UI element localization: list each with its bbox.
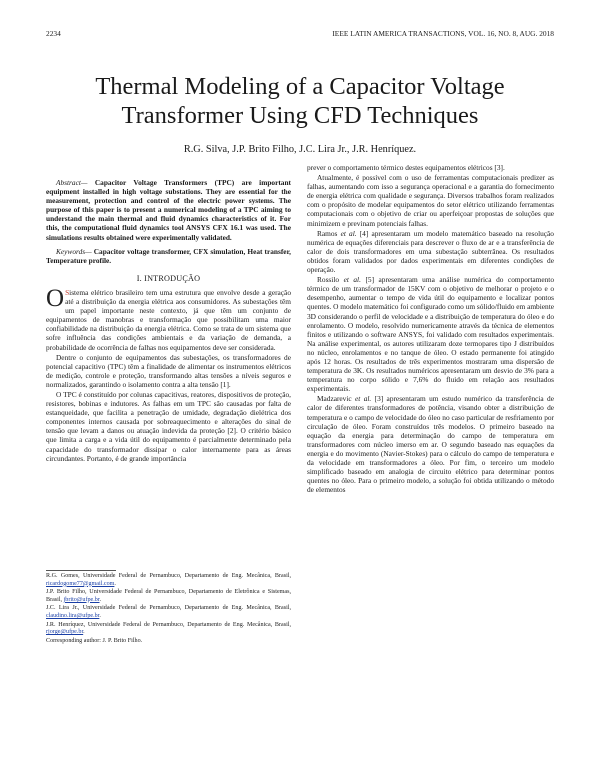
footnote-corresponding-author: Corresponding author: J. P. Brito Filho. xyxy=(46,637,143,644)
journal-name: IEEE LATIN AMERICA TRANSACTIONS, VOL. 16, NO. 8, AUG. 2018 xyxy=(332,29,554,38)
intro-paragraph-1-text: istema elétrico brasileiro tem uma estrutura que envolve desde a geração até a distribuição da energia elétrica aos consumidores. As subestações têm um papel importante neste contexto, já que têm um conjunto de equipamentos de manobras e transformação que possibilitam uma maior confiabilidade na distribuição da energia elétrica. Como se trata de um sistema que sofre influência das condições ambientais e da variação de demanda, a probabilidade de ocorrência de falhas nos equipamentos deve ser considerada. xyxy=(46,287,291,352)
paper-title xyxy=(46,72,554,130)
footnote-author-4: J.R. Henríquez, Universidade Federal de Pernambuco, Departamento de Eng. Mecânica, Brasil, rjorge@ufpe.br. xyxy=(46,621,291,636)
footnote-author-2: J.P. Brito Filho, Universidade Federal de Pernambuco, Departamento de Eletrônica e Sistemas, Brasil, jbrito@ufpe.br. xyxy=(46,589,291,603)
keywords-label: Keywords— xyxy=(56,246,92,256)
page-number: 2234 xyxy=(46,29,61,38)
abstract-label: Abstract— xyxy=(56,178,88,187)
drop-cap: O xyxy=(46,284,65,312)
footnote-email-link[interactable]: rjorge@ufpe.br xyxy=(46,629,84,636)
footnote-email-link[interactable]: jbrito@ufpe.br xyxy=(63,596,100,603)
footnote-text: J.P. Brito Filho, Universidade Federal de Pernambuco, Departamento de Eletrônica e Sistemas, Brasil, xyxy=(46,589,291,603)
et-al: et al. xyxy=(340,228,357,238)
left-column xyxy=(46,178,291,464)
drop-cap-continuation: S xyxy=(65,287,70,297)
et-al: et al. xyxy=(355,394,372,404)
authors: R.G. Silva, J.P. Brito Filho, J.C. Lira Jr., J.R. Henríquez. xyxy=(183,144,417,155)
running-header xyxy=(46,29,554,39)
footnote-author-1: R.G. Gomes, Universidade Federal de Pernambuco, Departamento de Eng. Mecânica, Brasil, ricardogome77@gmail.com. xyxy=(46,573,291,587)
title-line-2: Transformer Using CFD Techniques xyxy=(121,102,479,129)
abstract-text: Capacitor Voltage Transformers (TPC) are important equipment installed in high voltage substations. They are essential for the measurement, protection and control of the electric power systems. The purpose of this paper is to present a numerical modeling of a TPC aiming to understand the main thermal and fluid dynamics characteristics of it. For this, the computational fluid dynamics tool ANSYS CFX 16.1 was used. The simulations results obtained were experimentally validated. xyxy=(46,178,291,242)
footnote-email-link[interactable]: claudino.lira@ufpe.br xyxy=(46,612,100,619)
body-paragraph-madzarevic xyxy=(307,394,554,494)
paragraph-text: [4] apresentaram um modelo matemático baseado na resolução numérica de equações diferenciais para descrever o fluxo de ar e a transferência de calor de dois transformadores em uma subestação subterrânea. Os resultados obtidos foram validados por dados experimentais em diferentes condições de operação. xyxy=(307,228,554,275)
title-line-1: Thermal Modeling of a Capacitor Voltage xyxy=(95,73,505,100)
footnote-rule xyxy=(46,570,116,571)
keywords-text: Capacitor voltage transformer, CFX simulation, Heat transfer, Temperature profile. xyxy=(46,246,291,265)
section-heading-introduction: I. INTRODUÇÃO xyxy=(136,273,201,283)
paragraph-text: [3] apresentaram um estudo numérico da transferência de calor de diferentes transformadores de potência, visando obter a distribuição de temperatura e o campo de velocidade do óleo no caso particular de resfriamento por circulação de óleo. Foram construídos três modelos. O primeiro baseado na equação da energia para determinação do campo de temperatura em transformadores com núcleo imerso em ar. O segundo baseado nas equações da energia e do movimento (Navier-Stokes) para o cálculo do campo de temperatura e da velocidade em transformadores a óleo. Por fim, o terceiro um modelo simplificado baseado em analogia de circuito elétrico para determinar pontos quentes no óleo. Para o primeiro modelo, a solução foi obtida utilizando o método de elementos xyxy=(307,394,554,495)
et-al: et al. xyxy=(343,275,361,285)
footnote-author-3: J.C. Lira Jr., Universidade Federal de Pernambuco, Departamento de Eng. Mecânica, Brasil, claudino.lira@ufpe.br. xyxy=(46,605,291,619)
intro-paragraph-2: Dentre o conjunto de equipamentos das subestações, os transformadores de potencial capacitivo (TPC) têm a finalidade de alimentar os instrumentos elétricos de medição, controle e proteção, transformando altas tensões a níveis seguros e normalizados, garantindo o isolamento contra a alta tensão [1]. xyxy=(46,352,291,389)
body-paragraph-continued: prever o comportamento térmico destes equipamentos elétricos [3]. xyxy=(307,163,505,172)
body-paragraph-ramos xyxy=(307,229,554,274)
footnote-text: R.G. Gomes, Universidade Federal de Pernambuco, Departamento de Eng. Mecânica, Brasil, xyxy=(46,573,291,579)
footnotes xyxy=(46,573,291,646)
author-name: Madzarevic xyxy=(317,394,356,404)
body-paragraph-rossilo xyxy=(307,275,554,393)
intro-paragraph-1 xyxy=(46,284,291,352)
footnote-email-link[interactable]: ricardogome77@gmail.com xyxy=(46,580,115,587)
intro-paragraph-3: O TPC é constituído por colunas capacitivas, reatores, dispositivos de proteção, resistores, bobinas e indutores. As falhas em um TPC são causadas por falta de estanqueidade, que facilita a penetração de umidade, degradação dielétrica dos componentes internos causada por sobreaquecimento e alterações do sinal de tensão que levam a danos ou atuação indevida da proteção [2]. O critério básico que limita a carga e a vida útil do equipamento é parcialmente determinado pela capacidade do transformador dissipar o calor internamente para as áreas circundantes. Portanto, é de grande importância xyxy=(46,389,291,463)
abstract xyxy=(46,178,291,242)
author-name: Rossilo xyxy=(317,275,344,285)
footnote-text: J.C. Lira Jr., Universidade Federal de Pernambuco, Departamento de Eng. Mecânica, Brasil, xyxy=(46,605,291,612)
body-paragraph-computational-tools: Atualmente, é possível com o uso de ferramentas computacionais predizer as falhas, aumentando com isso a segurança operacional e a garantia do fornecimento de energia elétrica com qualidade e segurança. Diversos trabalhos foram realizados com o propósito de modelar equipamentos do setor elétrico utilizando ferramentas computacionais com o objetivo de criar ou aperfeiçoar propostas de soluções que minimizem e previnam potenciais falhas. xyxy=(307,173,554,228)
author-name: Ramos xyxy=(317,228,341,238)
footnote-text: J.R. Henríquez, Universidade Federal de Pernambuco, Departamento de Eng. Mecânica, Brasil, xyxy=(46,621,291,628)
keywords xyxy=(46,247,291,265)
right-column xyxy=(307,163,554,495)
paragraph-text: [5] apresentaram uma análise numérica do comportamento térmico de um transformador de 15KV com o objetivo de melhorar o projeto e o desempenho, aumentar o tempo de vida útil do equipamento e localizar pontos quentes. O modelo matemático foi configurado como um sólido/fluido em ambiente 3D considerando o perfil de velocidade e a distribuição de temperatura do óleo e do enrolamento. O modelo, resolvido numericamente através da técnica de elementos finitos e utilizando o software ANSYS, foi validado com resultados experimentais. Na análise experimental, os autores utilizaram doze termopares tipo J distribuídos no núcleo, enrolamentos e no tanque de óleo. O estado permanente foi atingido após 12 horas. Os resultados de três experimentos mostraram uma dispersão de temperatura de 3K. Os resultados numéricos apresentaram um desvio de 3% para a temperatura no corpo sólido e 7,6% do fluido em relação aos resultados experimentais. xyxy=(307,275,555,394)
